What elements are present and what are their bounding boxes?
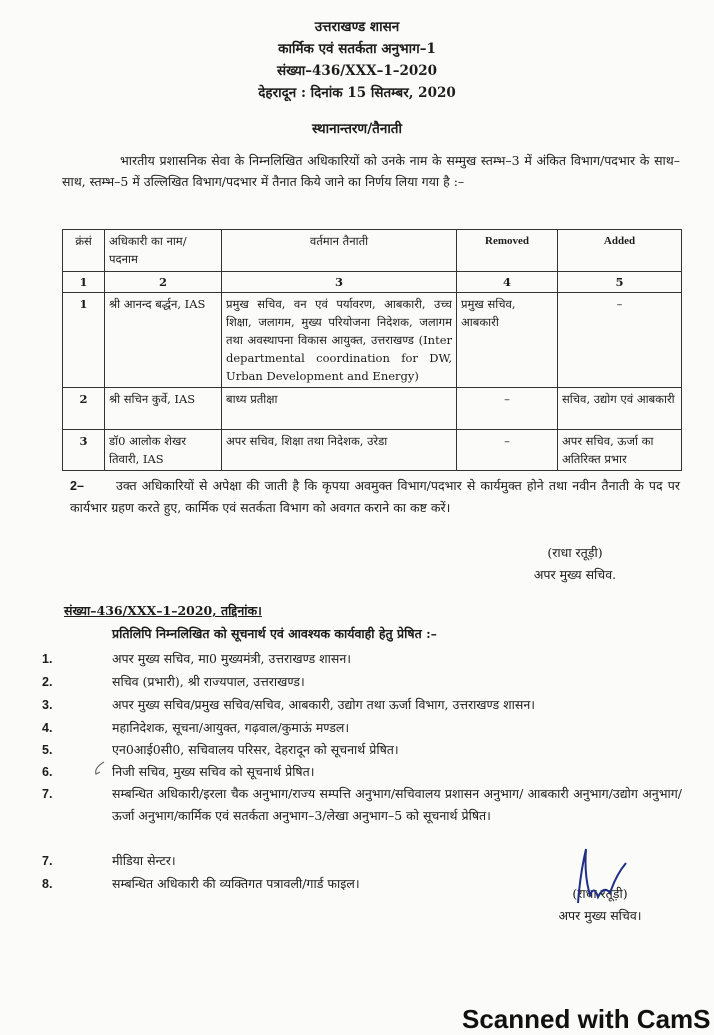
list-item-number: 3. [42,698,53,712]
order-number: संख्या–436/XXX–1–2020 [276,63,438,79]
list-item [0,739,714,761]
cell-added: सचिव, उद्योग एवं आबकारी [558,388,682,430]
column-number-row [63,272,682,293]
copy-intro: प्रतिलिपि निम्नलिखित को सूचनार्थ एवं आवश्यक कार्यवाही हेतु प्रेषित :– [112,626,437,641]
list-item-text: महानिदेशक, सूचना/आयुक्त, गढ़वाल/कुमाऊं मण्डल। [112,720,350,735]
header-officer-name: अधिकारी का नाम/ पदनाम [105,230,222,272]
list-item-text: सचिव (प्रभारी), श्री राज्यपाल, उत्तराखण्ड। [112,674,305,689]
copy-reference: संख्या–436/XXX–1–2020, तद्दिनांक। [64,603,262,618]
paragraph-2-number: 2– [70,479,84,493]
header-current-posting: वर्तमान तैनाती [222,230,457,272]
cell-sno: 3 [63,430,105,471]
list-item-number: 6. [42,765,53,779]
signatory-designation: अपर मुख्य सचिव. [533,567,617,582]
cell-current-posting: अपर सचिव, शिक्षा तथा निदेशक, उरेडा [222,430,457,471]
table-row [63,430,682,471]
list-item-number: 7. [42,787,53,801]
list-item-text: मीडिया सेन्टर। [112,853,176,868]
intro-paragraph: भारतीय प्रशासनिक सेवा के निम्नलिखित अधिकारियों को उनके नाम के सम्मुख स्तम्भ–3 में अंकित विभाग/पदभार के साथ–साथ, स्तम्भ–5 में उल्लिखित विभाग/पदभार में तैनात किये जाने का निर्णय लिया गया है :– [62,153,680,189]
cell-sno: 1 [63,293,105,388]
cell-current-posting: प्रमुख सचिव, वन एवं पर्यावरण, आबकारी, उच्च शिक्षा, जलागम, मुख्य परियोजना निदेशक, जलागम तथा अवस्थापना विकास आयुक्त, उत्तराखण्ड (Inter departmental coordination for DW, Urban Development and Energy) [222,293,457,388]
transfer-table [62,229,682,471]
cell-officer-name: श्री आनन्द बर्द्धन, IAS [105,293,222,388]
column-number: 2 [105,272,222,293]
list-item [0,783,714,849]
list-item-number: 7. [42,854,53,868]
column-number: 3 [222,272,457,293]
column-number: 4 [457,272,558,293]
cell-officer-name: श्री सचिन कुर्वे, IAS [105,388,222,430]
cell-sno: 2 [63,388,105,430]
list-item-number: 5. [42,743,53,757]
cell-removed: – [457,388,558,430]
header-sno: क्रंसं [63,230,105,272]
table-header-row [63,230,682,272]
list-item-text: एन0आई0सी0, सचिवालय परिसर, देहरादून को सूचनार्थ प्रेषित। [112,742,399,757]
subject: स्थानान्तरण/तैनाती [311,121,403,137]
table-row [63,293,682,388]
list-item [0,648,714,670]
cell-added: – [558,293,682,388]
list-item-text: अपर मुख्य सचिव/प्रमुख सचिव/सचिव, आबकारी, उद्योग तथा ऊर्जा विभाग, उत्तराखण्ड शासन। [112,697,535,712]
cell-removed: प्रमुख सचिव, आबकारी [457,293,558,388]
department-name: कार्मिक एवं सतर्कता अनुभाग–1 [278,41,436,57]
list-item [0,717,714,739]
cell-current-posting: बाध्य प्रतीक्षा [222,388,457,430]
signature-block-1 [500,542,650,586]
list-item-text: सम्बन्धित अधिकारी/इरला चैक अनुभाग/राज्य सम्पत्ति अनुभाग/सचिवालय प्रशासन अनुभाग/ आबकारी अनुभाग/उद्योग अनुभाग/ऊर्जा अनुभाग/कार्मिक एवं सतर्कता अनुभाग–3/लेखा अनुभाग–5 को सूचनार्थ प्रेषित। [112,786,682,823]
signatory-name: (राधा रतूड़ी) [547,545,603,560]
signatory-designation: अपर मुख्य सचिव। [558,908,642,923]
header-added: Added [558,230,682,272]
column-number: 5 [558,272,682,293]
cell-added: अपर सचिव, ऊर्जा का अतिरिक्त प्रभार [558,430,682,471]
scanner-watermark: Scanned with CamS [462,1004,711,1034]
handwritten-signature-icon [560,845,630,905]
list-item-number: 1. [42,652,53,666]
list-item-number: 8. [42,877,53,891]
place-date: देहरादून : दिनांक 15 सितम्बर, 2020 [258,85,456,101]
list-item-text: सम्बन्धित अधिकारी की व्यक्तिगत पत्रावली/गार्ड फाइल। [112,876,360,891]
list-item-text: अपर मुख्य सचिव, मा0 मुख्यमंत्री, उत्तराखण्ड शासन। [112,651,352,666]
government-name: उत्तराखण्ड शासन [314,19,400,35]
list-item [0,694,714,716]
list-item-text: निजी सचिव, मुख्य सचिव को सूचनार्थ प्रेषित। [112,764,315,779]
paragraph-2-text: उक्त अधिकारियों से अपेक्षा की जाती है कि कृपया अवमुक्त विभाग/पदभार से कार्यमुक्त होने तथा नवीन तैनाती के पद पर कार्यभार ग्रहण करते हुए, कार्मिक एवं सतर्कता विभाग को अवगत कराने का कष्ट करें। [70,478,680,515]
table-row [63,388,682,430]
cell-removed: – [457,430,558,471]
list-item-number: 4. [42,721,53,735]
list-item [0,671,714,693]
cell-officer-name: डॉ0 आलोक शेखर तिवारी, IAS [105,430,222,471]
signatory-name: (राधा रतूड़ी) [572,886,628,901]
column-number: 1 [63,272,105,293]
tick-mark-icon [90,760,110,776]
header-removed: Removed [457,230,558,272]
paragraph-2 [70,475,680,518]
list-item-number: 2. [42,675,53,689]
